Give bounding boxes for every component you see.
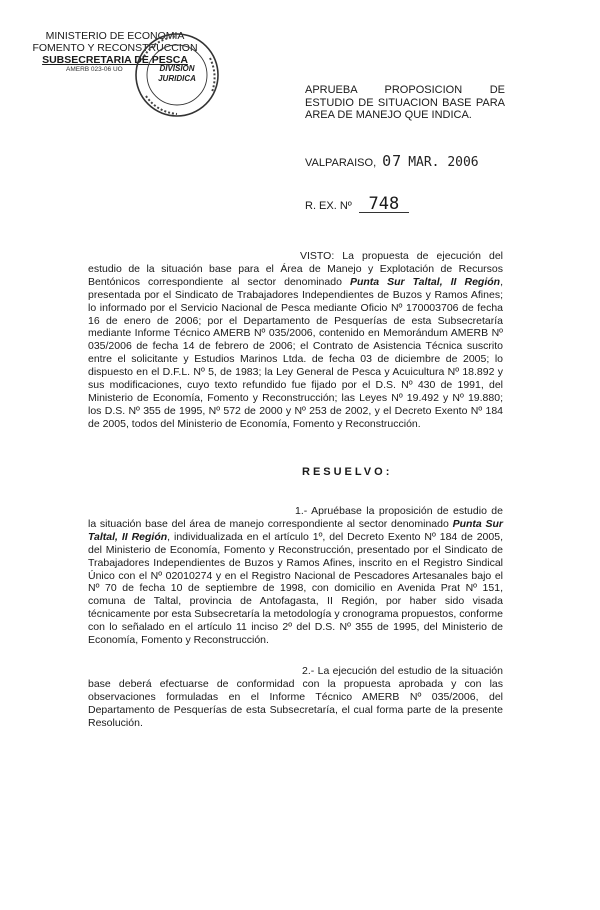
ministry-line-1: MINISTERIO DE ECONOMIA bbox=[45, 30, 185, 42]
resolution-prefix: R. EX. Nº bbox=[305, 200, 352, 212]
article-2-text: 2.- La ejecución del estudio de la situación base deberá efectuarse de conformidad con la propuesta aprobada y con las observaciones formuladas en el Informe Técnico AMERB Nº 035/2006, del Departamento de Pesquerías de esta Subsecretaría, el cual forma parte de la presente Resolución. bbox=[88, 665, 503, 729]
visto-lead: VISTO: bbox=[300, 250, 335, 262]
stamp-line-2: JURIDICA bbox=[158, 74, 196, 83]
date-month-year: MAR. 2006 bbox=[408, 155, 479, 170]
place-date bbox=[305, 152, 479, 170]
stamp-line-1: DIVISION bbox=[159, 64, 195, 73]
resolution-number-line bbox=[305, 196, 409, 213]
visto-text-2: , presentada por el Sindicato de Trabajadores Independientes de Buzos y Ramos Afines; lo informado por el Servicio Nacional de Pesca mediante Oficio Nº 170003706 de fecha 16 de enero de 2006; por el Departamento de Pesquerías de esta Subsecretaría mediante Informe Técnico AMERB Nº 035/2006, contenido en Memorándum AMERB Nº 035/2006 de fecha 14 de febrero de 2006; el Contrato de Asistencia Técnica suscrito entre el solicitante y Estudios Marinos Ltda. de fecha 03 de diciembre de 2005; lo dispuesto en el D.F.L. Nº 5, de 1983; la Ley General de Pesca y Acuicultura Nº 18.892 y sus modificaciones, cuyo texto refundido fue fijado por el D.S. Nº 430 de 1991, del Ministerio de Economía, Fomento y Reconstrucción; las Leyes Nº 19.492 y Nº 19.880; los D.S. Nº 355 de 1995, Nº 572 de 2000 y Nº 253 de 2002, y el Decreto Exento Nº 184 de 2005, todos del Ministerio de Economía, Fomento y Reconstrucción. bbox=[88, 275, 503, 430]
ministry-line-2: FOMENTO Y RECONSTRUCCION bbox=[32, 42, 198, 54]
article-1-paragraph bbox=[88, 505, 503, 647]
article-1-sector: Punta Sur Taltal, II Región bbox=[88, 517, 503, 543]
reference-code: AMERB 023-06 UO bbox=[66, 66, 123, 73]
ministry-line-3: SUBSECRETARIA DE PESCA bbox=[42, 54, 188, 66]
resuelvo-heading: RESUELVO: bbox=[302, 466, 393, 478]
resolution-number: 748 bbox=[359, 196, 409, 213]
visto-paragraph bbox=[88, 250, 503, 431]
juridica-stamp bbox=[132, 30, 222, 120]
city: VALPARAISO, bbox=[305, 157, 377, 169]
date-day: 07 bbox=[382, 152, 403, 170]
document-title: APRUEBA PROPOSICION DE ESTUDIO DE SITUACION BASE PARA AREA DE MANEJO QUE INDICA. bbox=[305, 84, 505, 121]
article-2-paragraph bbox=[88, 665, 503, 730]
visto-sector: Punta Sur Taltal, II Región bbox=[349, 275, 501, 288]
visto-text-1: La propuesta de ejecución del estudio de la situación base para el Área de Manejo y Explotación de Recursos Bentónicos correspondiente al sector denominado bbox=[88, 250, 503, 288]
article-1-lead: 1.- Apruébase la proposición de estudio de la situación base del área de manejo correspondiente al sector denominado bbox=[88, 505, 503, 530]
article-1-text: , individualizada en el artículo 1º, del Decreto Exento Nº 184 de 2005, del Ministerio de Economía, Fomento y Reconstrucción, presentado por el Sindicato de Trabajadores Independientes de Buzos y Ramos Afines, inscrito en el Registro Sindical Único con el Nº 02010274 y en el Registro Nacional de Pescadores Artesanales bajo el Nº 70 de fecha 10 de septiembre de 1998, con domicilio en Avenida Prat Nº 151, comuna de Taltal, provincia de Antofagasta, II Región, por haber sido visada técnicamente por esta Subsecretaría la metodología y cronograma propuestos, conforme con lo señalado en el artículo 11 inciso 2º del D.S. Nº 355 de 1995, del Ministerio de Economía, Fomento y Reconstrucción. bbox=[88, 530, 503, 647]
